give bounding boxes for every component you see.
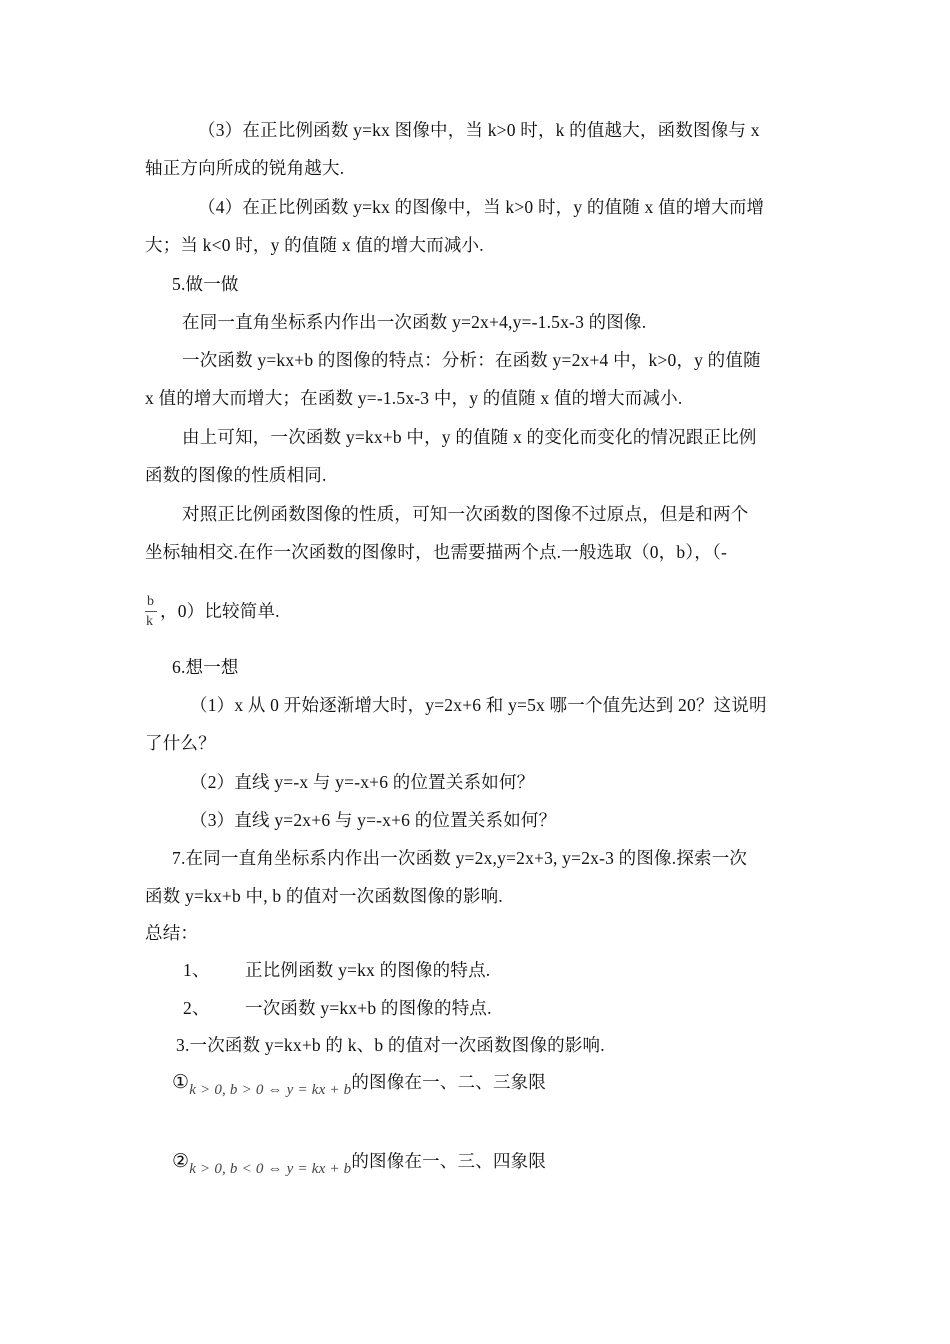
section-5-para-2-line-1: 一次函数 y=kx+b 的图像的特点：分析：在函数 y=2x+4 中，k>0，y 的值随 — [182, 350, 761, 370]
section-5-para-4-line-3: ，0）比较简单. — [160, 601, 280, 621]
section-5-para-4-line-2: 坐标轴相交.在作一次函数的图像时，也需要描两个点.一般选取（0，b），（- — [145, 542, 727, 562]
summary-item-2-number: 2、 — [183, 998, 210, 1018]
circled-two-marker: ② — [172, 1151, 190, 1172]
section-5-para-4-line-1: 对照正比例函数图像的性质，可知一次函数的图像不过原点，但是和两个 — [182, 504, 749, 524]
summary-item-1-text: 正比例函数 y=kx 的图像的特点. — [245, 960, 491, 980]
fraction-numerator: b — [147, 594, 154, 609]
summary-item-1-number: 1、 — [183, 960, 210, 980]
case-1-formula: k > 0, b > 0 ⇔ y = kx + b — [189, 1082, 352, 1098]
summary-item-2-text: 一次函数 y=kx+b 的图像的特点. — [245, 998, 492, 1018]
case-2-formula: k > 0, b < 0 ⇔ y = kx + b — [189, 1161, 352, 1177]
section-6-heading: 6.想一想 — [172, 657, 239, 677]
fraction-denominator: k — [146, 614, 153, 629]
case-2-line — [172, 1149, 546, 1175]
section-7-line-2: 函数 y=kx+b 中, b 的值对一次函数图像的影响. — [145, 886, 503, 906]
fraction-bar — [145, 611, 157, 612]
summary-heading: 总结： — [145, 923, 199, 943]
section-6-q3: （3）直线 y=2x+6 与 y=-x+6 的位置关系如何？ — [190, 810, 557, 830]
section-5-para-3-line-2: 函数的图像的性质相同. — [145, 465, 327, 485]
section-5-para-3-line-1: 由上可知，一次函数 y=kx+b 中，y 的值随 x 的变化而变化的情况跟正比例 — [182, 427, 757, 447]
section-7-line-1: 7.在同一直角坐标系内作出一次函数 y=2x,y=2x+3, y=2x-3 的图像.探索一次 — [172, 848, 748, 868]
case-1-line — [172, 1070, 546, 1096]
section-5-heading: 5.做一做 — [172, 274, 239, 294]
section-6-q1-line-2: 了什么？ — [145, 733, 216, 753]
paragraph-3-line-2: 轴正方向所成的锐角越大. — [145, 158, 345, 178]
paragraph-4-line-1: （4）在正比例函数 y=kx 的图像中，当 k>0 时，y 的值随 x 值的增大而增 — [198, 197, 765, 217]
case-1-text: 的图像在一、二、三象限 — [351, 1072, 547, 1092]
circled-one-marker: ① — [172, 1072, 190, 1093]
section-5-para-2-line-2: x 值的增大而增大；在函数 y=-1.5x-3 中，y 的值随 x 值的增大而减小. — [145, 388, 683, 408]
case-2-text: 的图像在一、三、四象限 — [351, 1151, 547, 1171]
section-5-line-1: 在同一直角坐标系内作出一次函数 y=2x+4,y=-1.5x-3 的图像. — [182, 312, 647, 332]
section-6-q2: （2）直线 y=-x 与 y=-x+6 的位置关系如何？ — [190, 772, 535, 792]
summary-item-3: 3.一次函数 y=kx+b 的 k、b 的值对一次函数图像的影响. — [176, 1035, 605, 1055]
section-6-q1-line-1: （1）x 从 0 开始逐渐增大时，y=2x+6 和 y=5x 哪一个值先达到 20？这说明 — [190, 695, 767, 715]
paragraph-3-line-1: （3）在正比例函数 y=kx 图像中，当 k>0 时，k 的值越大，函数图像与 x — [198, 120, 760, 140]
paragraph-4-line-2: 大；当 k<0 时，y 的值随 x 值的增大而减小. — [145, 235, 484, 255]
